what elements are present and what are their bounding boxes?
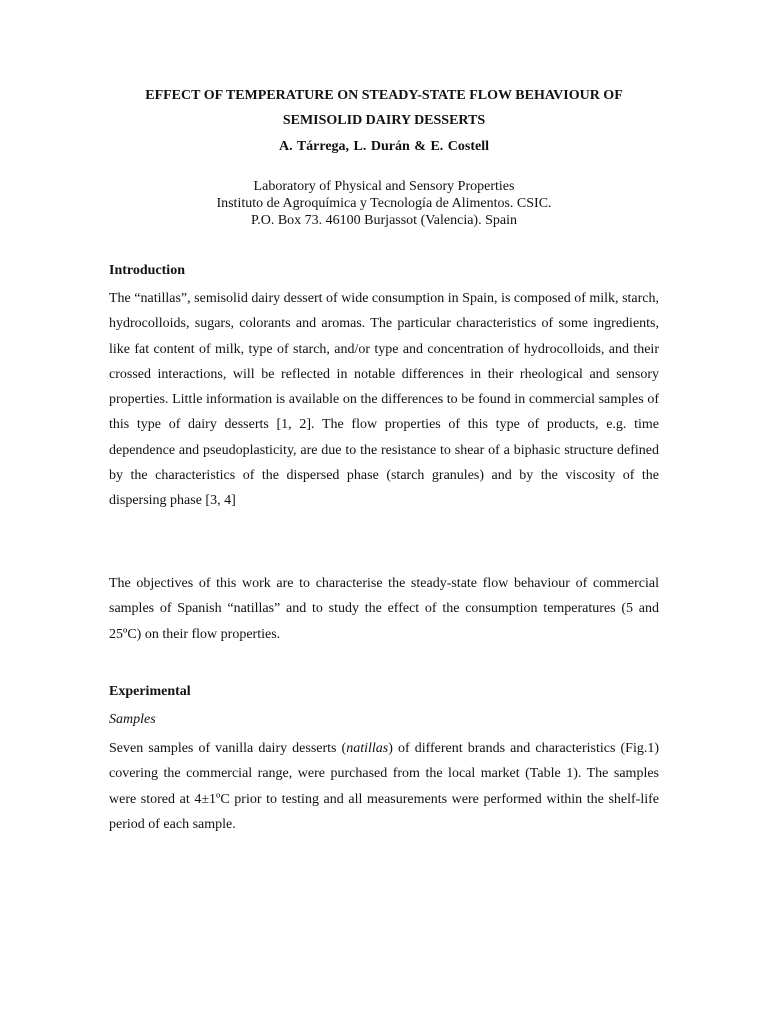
author-list: A. Tárrega, L. Durán & E. Costell xyxy=(278,139,490,154)
samples-text-start: Seven samples of vanilla dairy desserts ( xyxy=(109,741,347,756)
title-line-2: SEMISOLID DAIRY DESSERTS xyxy=(282,113,486,128)
introduction-paragraph-2: The objectives of this work are to characterise the steady-state flow behaviour of commercial samples of Spanish “natillas” and to study the effect of the consumption temperatures (5 and 25ºC) on their flow properties. xyxy=(109,576,659,642)
samples-text-italic: natillas xyxy=(346,741,389,756)
samples-paragraph xyxy=(109,736,659,837)
introduction-paragraph-1: The “natillas”, semisolid dairy dessert of wide consumption in Spain, is composed of milk, starch, hydrocolloids, sugars, colorants and aromas. The particular characteristics of some ingredients, like fat content of milk, type of starch, and/or type and concentration of hydrocolloids, and their crossed interactions, will be reflected in notable differences in their rheological and sensory properties. Little information is available on the differences to be found in commercial samples of this type of dairy desserts [1, 2]. The flow properties of this type of products, e.g. time dependence and pseudoplasticity, are due to the resistance to shear of a biphasic structure defined by the characteristics of the dispersed phase (starch granules) and by the viscosity of the dispersing phase [3, 4] xyxy=(109,291,659,509)
affiliation-line-2: Instituto de Agroquímica y Tecnología de Alimentos. CSIC. xyxy=(216,196,552,211)
affiliation-block xyxy=(0,178,768,229)
introduction-heading: Introduction xyxy=(109,263,185,278)
samples-text-end: ) of different brands and characteristics (Fig.1) covering the commercial range, were purchased from the local market (Table 1). The samples were stored at 4±1ºC prior to testing and all measurements were performed within the shelf-life period of each sample. xyxy=(109,741,659,832)
title-line-1: EFFECT OF TEMPERATURE ON STEADY-STATE FLOW BEHAVIOUR OF xyxy=(145,88,623,103)
affiliation-line-3: P.O. Box 73. 46100 Burjassot (Valencia). Spain xyxy=(251,213,517,228)
affiliation-line-1: Laboratory of Physical and Sensory Properties xyxy=(253,179,515,194)
paper-title xyxy=(60,83,708,133)
samples-subheading: Samples xyxy=(109,712,156,727)
experimental-heading: Experimental xyxy=(109,684,191,699)
